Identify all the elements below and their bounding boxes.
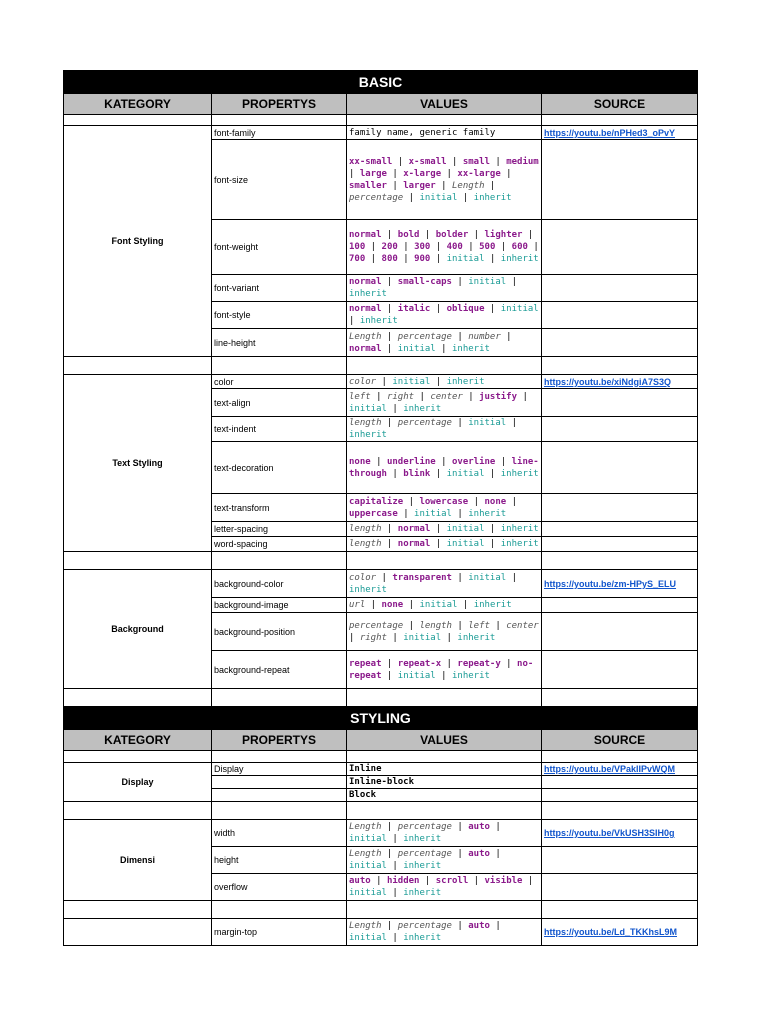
property-background-color: background-color	[212, 570, 347, 598]
property-text-decoration: text-decoration	[212, 442, 347, 494]
header-values: VALUES	[347, 730, 542, 751]
css-reference-table	[63, 70, 698, 946]
property-color: color	[212, 375, 347, 389]
category-display: Display	[64, 763, 212, 802]
values-font-size: xx-small | x-small | small | medium | large | x-large | xx-large | smaller | larger | Length | percentage | initial | inherit	[347, 140, 542, 220]
values-margin-top: Length | percentage | auto | initial | inherit	[347, 919, 542, 946]
source-link-font-styling[interactable]: https://youtu.be/nPHed3_oPvY	[544, 127, 676, 138]
property-word-spacing: word-spacing	[212, 537, 347, 552]
header-property: PROPERTYS	[212, 730, 347, 751]
section-title-basic: BASIC	[64, 71, 698, 94]
property-font-weight: font-weight	[212, 220, 347, 275]
values-word-spacing: length | normal | initial | inherit	[347, 537, 542, 552]
property-background-repeat: background-repeat	[212, 651, 347, 689]
values-background-color: color | transparent | initial | inherit	[347, 570, 542, 598]
header-source: SOURCE	[542, 730, 698, 751]
category-margin	[64, 919, 212, 946]
property-height: height	[212, 847, 347, 874]
section-title-styling: STYLING	[64, 707, 698, 730]
property-margin-top: margin-top	[212, 919, 347, 946]
category-background: Background	[64, 570, 212, 689]
values-color: color | initial | inherit	[347, 375, 542, 389]
source-link-dimensi[interactable]: https://youtu.be/VkUSH3SIH0g	[544, 828, 675, 838]
values-width: Length | percentage | auto | initial | inherit	[347, 820, 542, 847]
property-text-transform: text-transform	[212, 494, 347, 522]
values-background-image: url | none | initial | inherit	[347, 598, 542, 613]
values-background-position: percentage | length | left | center | right | initial | inherit	[347, 613, 542, 651]
header-property: PROPERTYS	[212, 94, 347, 115]
values-display-block: Block	[347, 789, 542, 802]
source-link-text-styling[interactable]: https://youtu.be/xiNdgiA7S3Q	[544, 376, 672, 387]
property-font-variant: font-variant	[212, 275, 347, 302]
property-font-family: font-family	[212, 126, 347, 140]
values-display-inline: Inline	[347, 763, 542, 776]
source-link-display[interactable]: https://youtu.be/VPaklIPvWQM	[544, 764, 676, 774]
values-text-align: left | right | center | justify | initial | inherit	[347, 389, 542, 417]
values-font-family: family name, generic family	[347, 126, 542, 140]
property-line-height: line-height	[212, 329, 347, 357]
values-height: Length | percentage | auto | initial | inherit	[347, 847, 542, 874]
property-text-indent: text-indent	[212, 417, 347, 442]
values-font-style: normal | italic | oblique | initial | inherit	[347, 302, 542, 329]
values-text-transform: capitalize | lowercase | none | uppercase | initial | inherit	[347, 494, 542, 522]
property-width: width	[212, 820, 347, 847]
source-link-margin[interactable]: https://youtu.be/Ld_TKKhsL9M	[544, 927, 677, 937]
header-category: KATEGORY	[64, 730, 212, 751]
values-background-repeat: repeat | repeat-x | repeat-y | no-repeat | initial | inherit	[347, 651, 542, 689]
property-text-align: text-align	[212, 389, 347, 417]
property-overflow: overflow	[212, 874, 347, 901]
source-link-background[interactable]: https://youtu.be/zm-HPyS_ELU	[544, 578, 677, 589]
values-overflow: auto | hidden | scroll | visible | initial | inherit	[347, 874, 542, 901]
values-display-inline-block: Inline-block	[347, 776, 542, 789]
property-letter-spacing: letter-spacing	[212, 522, 347, 537]
category-text-styling: Text Styling	[64, 375, 212, 552]
header-category: KATEGORY	[64, 94, 212, 115]
values-letter-spacing: length | normal | initial | inherit	[347, 522, 542, 537]
values-line-height: Length | percentage | number | normal | initial | inherit	[347, 329, 542, 357]
property-font-style: font-style	[212, 302, 347, 329]
values-font-variant: normal | small-caps | initial | inherit	[347, 275, 542, 302]
header-values: VALUES	[347, 94, 542, 115]
property-display: Display	[212, 763, 347, 776]
values-text-decoration: none | underline | overline | line-through | blink | initial | inherit	[347, 442, 542, 494]
property-background-position: background-position	[212, 613, 347, 651]
category-dimensi: Dimensi	[64, 820, 212, 901]
values-text-indent: length | percentage | initial | inherit	[347, 417, 542, 442]
property-background-image: background-image	[212, 598, 347, 613]
values-font-weight: normal | bold | bolder | lighter | 100 | 200 | 300 | 400 | 500 | 600 | 700 | 800 | 900 | initial | inherit	[347, 220, 542, 275]
header-source: SOURCE	[542, 94, 698, 115]
property-font-size: font-size	[212, 140, 347, 220]
category-font-styling: Font Styling	[64, 126, 212, 357]
